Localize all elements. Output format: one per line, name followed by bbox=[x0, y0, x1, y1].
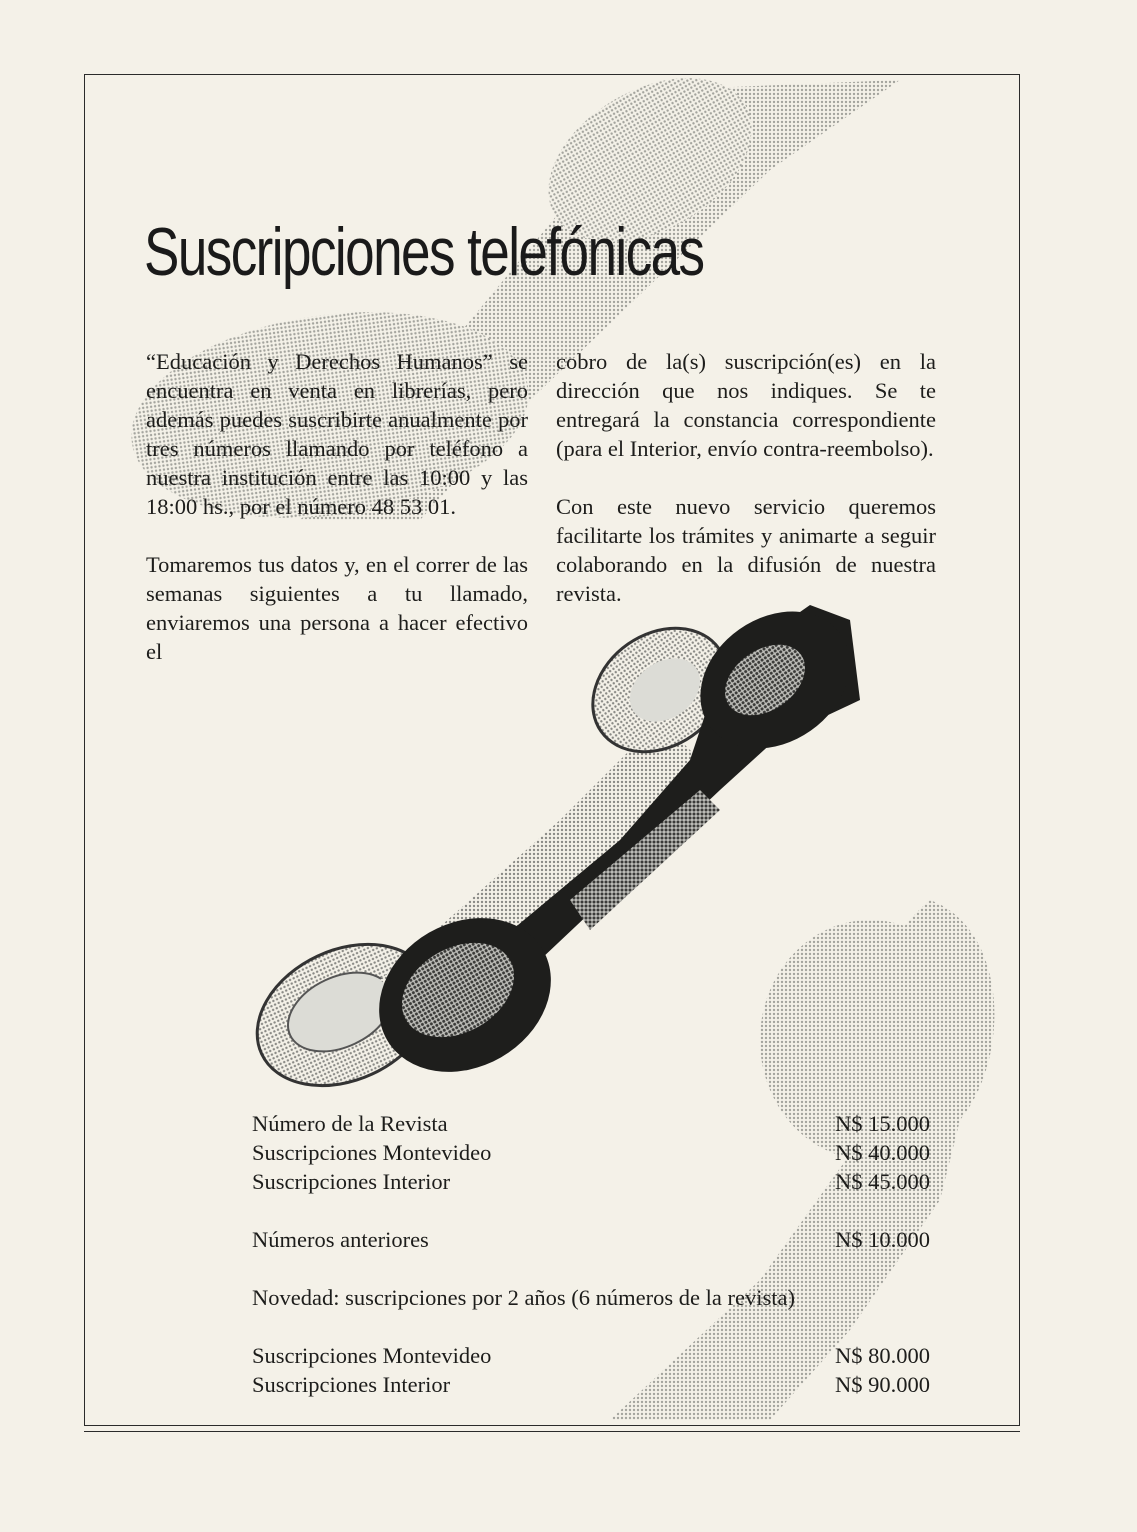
price-label: Suscripciones Montevideo bbox=[252, 1343, 492, 1368]
bottom-divider bbox=[84, 1431, 1020, 1432]
left-column bbox=[146, 347, 528, 695]
price-label: Suscripciones Interior bbox=[252, 1169, 451, 1194]
price-value: N$ 10.000 bbox=[835, 1227, 930, 1252]
price-value: N$ 90.000 bbox=[835, 1372, 930, 1397]
price-list bbox=[252, 1109, 930, 1399]
right-column bbox=[556, 347, 936, 637]
price-row bbox=[252, 1109, 930, 1138]
price-row bbox=[252, 1167, 930, 1196]
price-label: Suscripciones Interior bbox=[252, 1372, 451, 1397]
price-row bbox=[252, 1138, 930, 1167]
price-value: N$ 15.000 bbox=[835, 1111, 930, 1136]
process-paragraph: Tomaremos tus datos y, en el correr de las semanas siguientes a tu llamado, enviaremos una persona a hacer efectivo el bbox=[146, 552, 528, 664]
price-row bbox=[252, 1225, 930, 1254]
price-label: Números anteriores bbox=[252, 1227, 429, 1252]
price-row bbox=[252, 1370, 930, 1399]
price-row bbox=[252, 1341, 930, 1370]
intro-paragraph: “Educación y Derechos Humanos” se encuentra en venta en librerías, pero además puedes suscribirte anualmente por tres números llamando por teléfono a nuestra institución entre las 10:00 y las 18:00 hs., por el número 48 53 01. bbox=[146, 349, 528, 519]
novelty-note: Novedad: suscripciones por 2 años (6 números de la revista) bbox=[252, 1285, 795, 1310]
service-paragraph: Con este nuevo servicio queremos facilitarte los trámites y animarte a seguir colaborando en la difusión de nuestra revista. bbox=[556, 494, 936, 606]
price-value: N$ 45.000 bbox=[835, 1169, 930, 1194]
collection-paragraph: cobro de la(s) suscripción(es) en la dirección que nos indiques. Se te entregará la constancia correspondiente (para el Interior, envío contra-reembolso). bbox=[556, 349, 936, 461]
price-value: N$ 40.000 bbox=[835, 1140, 930, 1165]
page-title: Suscripciones telefónicas bbox=[144, 214, 704, 290]
price-label: Suscripciones Montevideo bbox=[252, 1140, 492, 1165]
price-label: Número de la Revista bbox=[252, 1111, 448, 1136]
price-value: N$ 80.000 bbox=[835, 1343, 930, 1368]
